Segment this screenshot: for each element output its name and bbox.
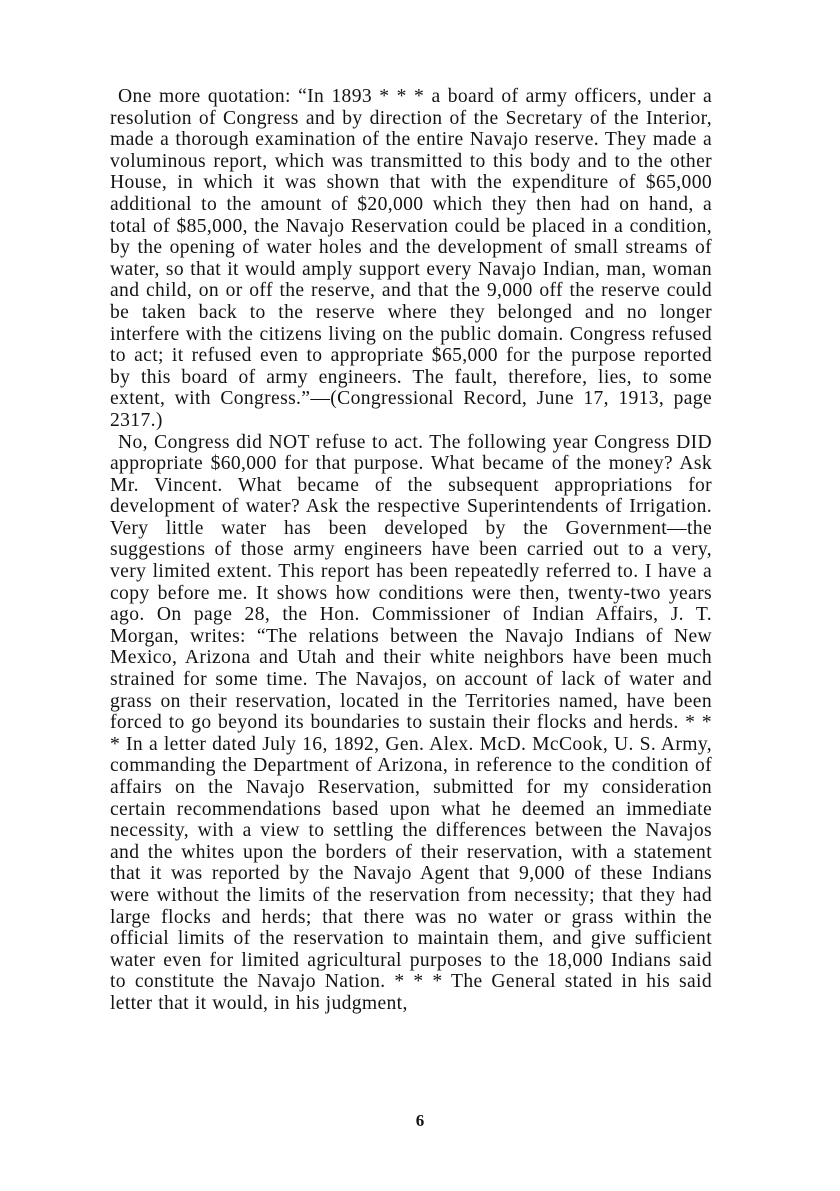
page-number: 6 <box>415 1111 425 1130</box>
paragraph-quotation: One more quotation: “In 1893 * * * a board of army officers, under a resolution of Congress and by direction of the Secretary of the Interior, made a thorough examination of the entire Navajo reserve. They made a voluminous report, which was transmitted to this body and to the other House, in which it was shown that with the expenditure of $65,000 additional to the amount of $20,000 which they then had on hand, a total of $85,000, the Navajo Reservation could be placed in a condition, by the opening of water holes and the development of small streams of water, so that it would amply support every Navajo Indian, man, woman and child, on or off the reserve, and that the 9,000 off the reserve could be taken back to the reserve where they belonged and no longer interfere with the citizens living on the public domain. Congress refused to act; it refused even to appropriate $65,000 for the purpose reported by this board of army engineers. The fault, therefore, lies, to some extent, with Congress.”—(Congressional Record, June 17, 1913, page 2317.) <box>110 86 712 431</box>
page-body <box>110 86 712 1015</box>
paragraph-congress-response: No, Congress did NOT refuse to act. The following year Congress DID appropriate $60,000 for that purpose. What became of the money? Ask Mr. Vincent. What became of the subsequent appropriations for development of water? Ask the respective Superintendents of Irrigation. Very little water has been developed by the Government—the suggestions of those army engineers have been carried out to a very, very limited extent. This report has been repeatedly referred to. I have a copy before me. It shows how conditions were then, twenty-two years ago. On page 28, the Hon. Commissioner of Indian Affairs, J. T. Morgan, writes: “The relations between the Navajo Indians of New Mexico, Arizona and Utah and their white neighbors have been much strained for some time. The Navajos, on account of lack of water and grass on their reservation, located in the Territories named, have been forced to go beyond its boundaries to sustain their flocks and herds. * * * In a letter dated July 16, 1892, Gen. Alex. McD. McCook, U. S. Army, commanding the Department of Arizona, in reference to the condition of affairs on the Navajo Reservation, submitted for my consideration certain recommendations based upon what he deemed an immediate necessity, with a view to settling the differences between the Navajos and the whites upon the borders of their reservation, with a statement that it was reported by the Navajo Agent that 9,000 of these Indians were without the limits of the reservation from necessity; that they had large flocks and herds; that there was no water or grass within the official limits of the reservation to maintain them, and give sufficient water even for limited agricultural purposes to the 18,000 Indians said to constitute the Navajo Nation. * * * The General stated in his said letter that it would, in his judgment, <box>110 431 712 1014</box>
